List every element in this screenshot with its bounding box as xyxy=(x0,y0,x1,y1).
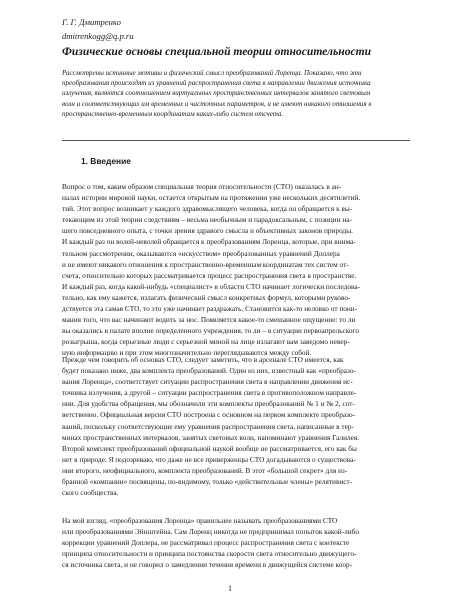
author-name: Г. Г. Дмитренко xyxy=(62,17,121,27)
paragraph xyxy=(62,181,410,359)
paragraph xyxy=(62,515,410,570)
paragraph-line: бранной «компании» посвящены, по-видимому, только «действительные члены» релятивист- xyxy=(62,477,353,487)
paragraph-line: точника излучения, а другой – ситуации распространения света в противоположном направле- xyxy=(62,388,357,398)
paragraph-line: Вопрос о том, каким образом специальная теория относительности (СТО) оказалась в ан- xyxy=(62,182,342,191)
paragraph-line: коррекции уравнений Доплера, не рассматривал процесс распространения света с контексте xyxy=(62,538,350,548)
paragraph-line: тельном рассмотрении, оказываются «искусством» преобразованных уравнений Доплера xyxy=(62,248,340,258)
page-number: 1 xyxy=(228,584,232,593)
paragraph-line: На мой взгляд, «преобразования Лоренца» правильнее называть преобразованиями СТО xyxy=(62,516,338,525)
paragraph-line: тельно, как ему кажется, излагать физический смысл конкретных формул, которыми руково- xyxy=(62,292,351,302)
paragraph-line: нии второго, неофициального, комплекта преобразований. В этот «большой секрет» для из- xyxy=(62,465,348,475)
abstract-divider xyxy=(62,140,410,141)
paragraph-line: ную информацию и при этом многозначительно переглядываются между собой. xyxy=(62,348,312,358)
paragraph-line: минах пространственных интервалов, занятых световых волн, напоминают уравнения Галилея. xyxy=(62,432,360,442)
paragraph-line: и не имеют никакого отношения к пространственно-временным координатам тех систем от- xyxy=(62,259,349,269)
paragraph-line: Второй комплект преобразований официальной наукой вообще не рассматривается, его как бы xyxy=(62,443,357,453)
paragraph-line: нии. Для удобства обращения, мы обозначили эти комплекты преобразований № 1 и № 2, сот- xyxy=(62,399,355,409)
paragraph-line: вы оказались в палате вполне определенного учреждения, то ли – в ситуации первоапрельского xyxy=(62,326,359,336)
abstract xyxy=(62,68,410,119)
section-heading: 1. Введение xyxy=(81,156,131,166)
paragraph-line: дствуется эта самая СТО, то это уже начинает раздражать. Становится как-то неловко от пони- xyxy=(62,304,358,314)
paragraph-line: ся источника света, и не говорил о замедлении течения времени в движущейся системе коор- xyxy=(62,560,353,570)
paragraph-line: И каждый раз он волей-неволей обращается к преобразованиям Лоренца, которые, при внима- xyxy=(62,237,356,247)
paragraph-line: счета, относительно которых рассматривается процесс распространения света в пространстве. xyxy=(62,270,357,280)
paragraph-line: будет показано ниже, два комплекта преобразований. Один из них, известный как «преобразо- xyxy=(62,366,356,376)
paragraph-line: ветственно. Официальная версия СТО построена с основном на первом комплекте преобразо- xyxy=(62,410,356,420)
paragraph-line: И каждый раз, когда какой-нибудь «специалист» в области СТО начинает логически последова- xyxy=(62,281,361,291)
paragraph-line: или преобразованиями Эйнштейна. Сам Лоренц никогда не предпринимал попыток какой-либо xyxy=(62,527,359,537)
paragraph-line: ваний, поскольку соответствующие ему уравнения распространения света, написанные в тер- xyxy=(62,421,354,431)
paragraph-line: вания Лоренца», соответствует ситуации распространения света в направлении движения ис- xyxy=(62,377,353,387)
paragraph-line: тий. Этот вопрос возникает у каждого здравомыслящего человека, когда он обращается к вы- xyxy=(62,204,353,214)
abstract-line: излучения, являются соотношением виртуальных пространственных интервалов занятого световым xyxy=(62,89,371,98)
paragraph-line: нет в природе. Я подозреваю, что даже не все приверженцы СТО догадываются о существова- xyxy=(62,454,356,464)
paragraph xyxy=(62,354,410,498)
paragraph-line: ского сообщества. xyxy=(62,488,119,498)
abstract-line: пространственно-временным координатам каких-либо систем отсчета. xyxy=(62,109,284,118)
paragraph-line: Прежде чем говорить об основах СТО, следует заметить, что в арсенале СТО имеется, как xyxy=(62,355,344,364)
abstract-line: волн и соответствующих им временных и частотных параметров, и не имеют никакого отношения к xyxy=(62,99,372,108)
paragraph-line: принципа относительности и принципа постоянства скорости света относительно движущего- xyxy=(62,549,357,559)
paragraph-line: текающим из этой теории следствиям – весьма необычным и парадоксальным, с позиции на- xyxy=(62,215,352,225)
paragraph-line: мания того, что вас начинают водить за нос. Появляется какое-то смешанное ощущение: то ли xyxy=(62,315,356,325)
abstract-line: преобразования происходят из уравнений распространения света в направлении движения источника xyxy=(62,79,371,88)
article-title: Физические основы специальной теории относительности xyxy=(62,45,372,58)
abstract-line: Рассмотрены истинные мотивы и физический смысл преобразований Лоренца. Показано, что эти xyxy=(62,69,362,77)
paragraph-line: розыгрыша, когда серьезные люди с серьезной миной на лице излагают вам заведомо невер- xyxy=(62,337,350,347)
paragraph-line: шего повседневного опыта, с точки зрения здравого смысла и объективных законов природы. xyxy=(62,226,353,236)
paragraph-line: налах истории мировой науки, остается открытым на протяжении уже нескольких десятилетий. xyxy=(62,193,361,203)
author-email: dmitrenkogg@q.p.ru xyxy=(62,31,134,41)
